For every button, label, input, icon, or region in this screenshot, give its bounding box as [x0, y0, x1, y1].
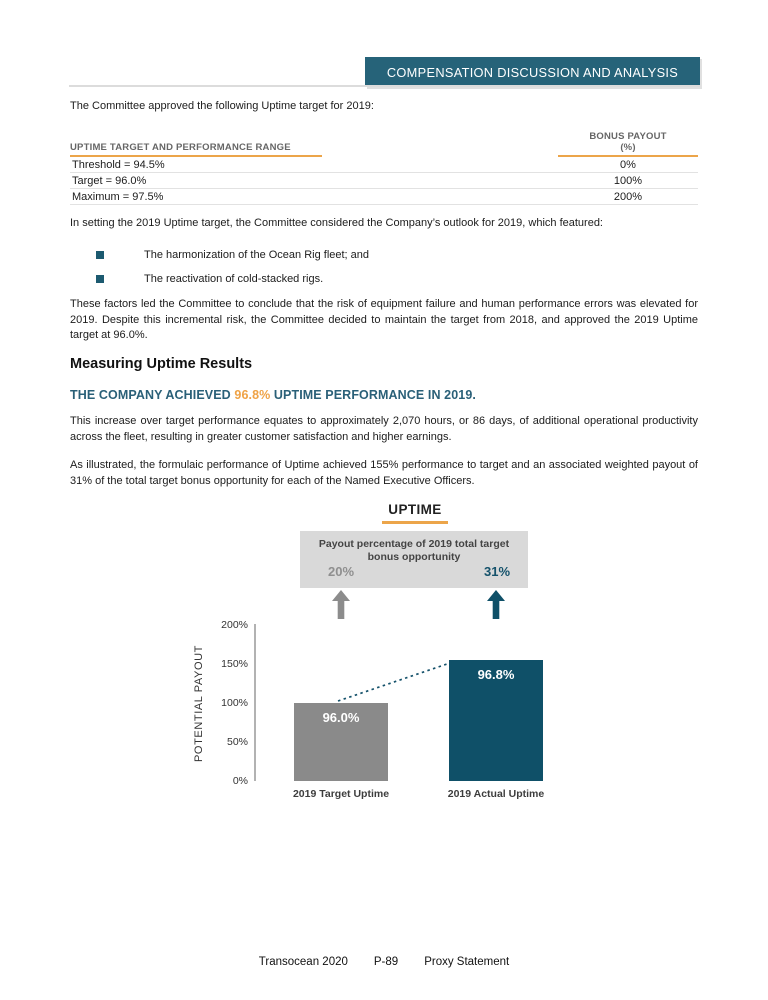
- outlook-paragraph: In setting the 2019 Uptime target, the Committee considered the Company’s outlook for 2019, which featured:: [70, 217, 603, 229]
- illustrated-paragraph: As illustrated, the formulaic performance of Uptime achieved 155% performance to target and an associated weighted payout of 31% of the total target bonus opportunity for each of the Named Executive Officers.: [70, 459, 698, 487]
- table-row: [70, 189, 698, 205]
- table-header-row: [70, 131, 698, 157]
- row-label: Target = 96.0%: [72, 174, 147, 187]
- section-heading: Measuring Uptime Results: [70, 356, 253, 372]
- row-label: Maximum = 97.5%: [72, 190, 164, 203]
- uptime-target-table: [70, 131, 698, 205]
- table-col2-header-line1: BONUS PAYOUT: [589, 131, 667, 142]
- callout-title: Payout percentage of 2019 total target bonus opportunity: [318, 538, 510, 563]
- payout-callout-box: [300, 531, 528, 588]
- bullet-list: [70, 247, 698, 295]
- y-tick-label: 150%: [221, 658, 248, 670]
- chart-title: UPTIME: [388, 502, 442, 517]
- bullet-text: The harmonization of the Ocean Rig fleet; and: [144, 248, 370, 261]
- chart-title-underline: [382, 521, 448, 524]
- callout-target-value: 20%: [327, 564, 355, 579]
- bar-value-label: 96.8%: [477, 667, 515, 683]
- statement-highlight: 96.8%: [234, 388, 271, 402]
- uptime-bar-chart: [0, 498, 768, 810]
- increase-paragraph: This increase over target performance equates to approximately 2,070 hours, or 86 days, of additional operational productivity across the fleet, resulting in greater customer satisfaction and higher earnings.: [70, 415, 698, 443]
- up-arrow-icon-gray: [332, 590, 350, 619]
- up-arrow-icon-teal: [487, 590, 505, 619]
- header-divider: [69, 85, 700, 87]
- footer-doc-name: Proxy Statement: [424, 956, 510, 968]
- callout-actual-value: 31%: [483, 564, 511, 579]
- y-tick-label: 200%: [221, 619, 248, 631]
- table-col2-header-line2: (%): [620, 142, 636, 153]
- bullet-text: The reactivation of cold-stacked rigs.: [144, 272, 324, 285]
- statement-prefix: THE COMPANY ACHIEVED: [70, 388, 235, 402]
- footer-page-number: P-89: [373, 956, 399, 968]
- y-axis-label: POTENTIAL PAYOUT: [193, 645, 205, 763]
- category-label-target: 2019 Target Uptime: [292, 788, 390, 800]
- list-item: [70, 247, 698, 262]
- y-tick-label: 100%: [221, 697, 248, 709]
- table-col1-header: UPTIME TARGET AND PERFORMANCE RANGE: [70, 142, 322, 157]
- square-bullet-icon: [96, 275, 104, 283]
- row-value: 100%: [613, 174, 643, 187]
- row-value: 200%: [613, 190, 643, 203]
- statement-suffix: UPTIME PERFORMANCE IN 2019.: [270, 388, 476, 402]
- category-label-actual: 2019 Actual Uptime: [447, 788, 545, 800]
- list-item: [70, 271, 698, 286]
- y-axis-line: [254, 624, 256, 781]
- factors-paragraph: These factors led the Committee to conclude that the risk of equipment failure and human performance errors was elevated for 2019. Despite this incremental risk, the Committee decided to maintain the target from 2018, and approved the 2019 Uptime target at 96.0%.: [70, 298, 698, 341]
- table-row: [70, 173, 698, 189]
- target-uptime-bar: [294, 703, 388, 781]
- table-row: [70, 157, 698, 173]
- page-footer: [0, 956, 768, 968]
- footer-brand: Transocean 2020: [258, 956, 348, 968]
- intro-paragraph: The Committee approved the following Uptime target for 2019:: [70, 100, 374, 112]
- achievement-statement: [70, 388, 476, 402]
- section-banner: [365, 57, 700, 87]
- row-label: Threshold = 94.5%: [72, 158, 165, 171]
- y-tick-label: 50%: [226, 736, 248, 748]
- square-bullet-icon: [96, 251, 104, 259]
- actual-uptime-bar: [449, 660, 543, 781]
- bar-value-label: 96.0%: [322, 710, 360, 725]
- row-value: 0%: [620, 158, 636, 171]
- table-col2-header: [558, 131, 698, 157]
- y-tick-label: 0%: [232, 775, 248, 787]
- section-banner-title: COMPENSATION DISCUSSION AND ANALYSIS: [386, 64, 679, 80]
